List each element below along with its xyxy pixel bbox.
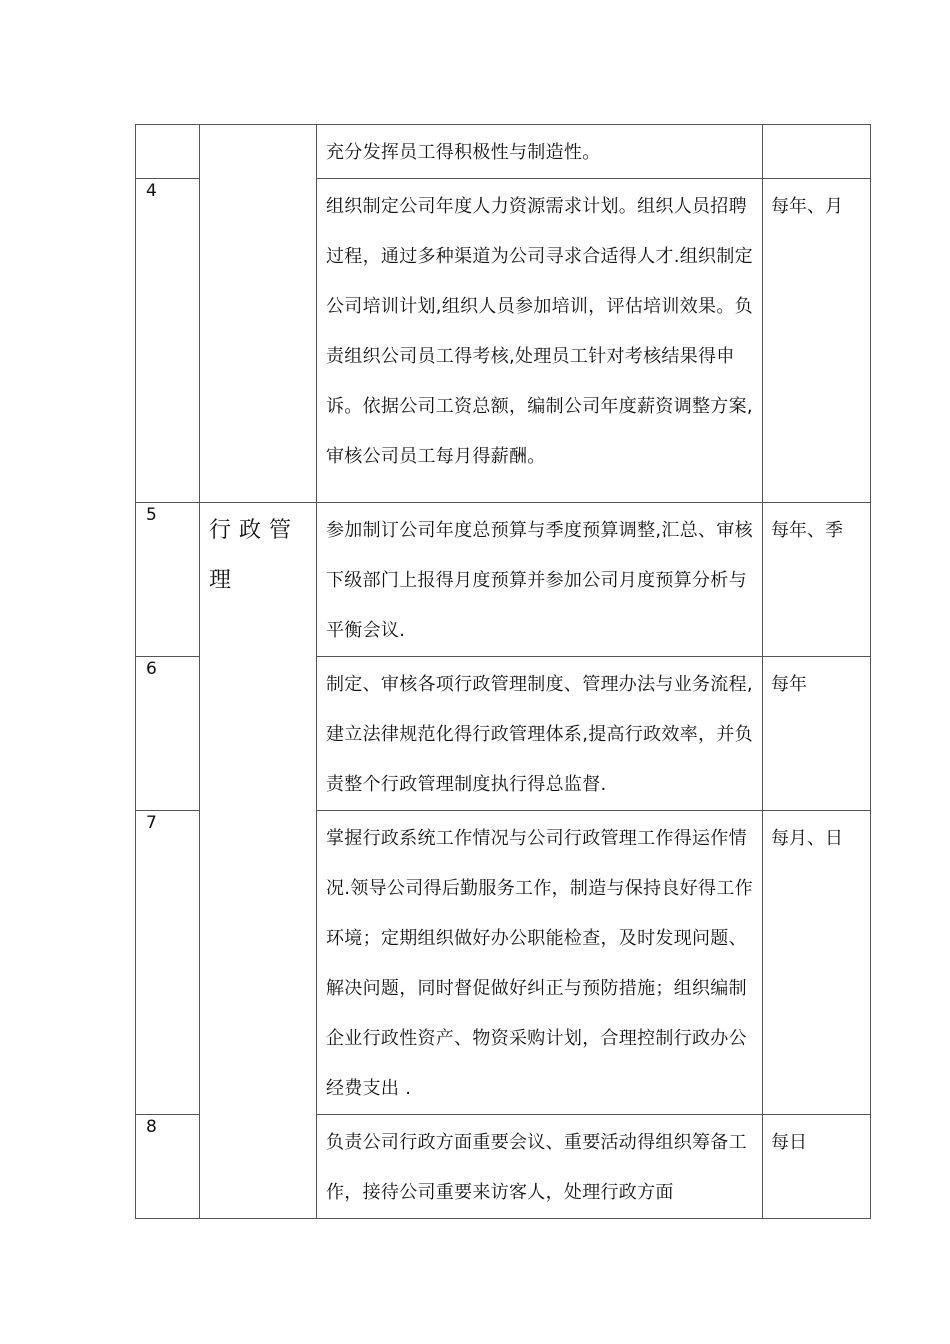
- row-number: 4: [136, 179, 200, 503]
- row-number: 6: [136, 657, 200, 811]
- frequency: 每年、月: [763, 179, 871, 503]
- frequency: 每日: [763, 1115, 871, 1219]
- duty-text: 制定、审核各项行政管理制度、管理办法与业务流程,建立法律规范化得行政管理体系,提高行政效率，并负责整个行政管理制度执行得总监督.: [317, 657, 763, 811]
- category-label: 行政管理: [200, 503, 317, 1219]
- duty-text: 参加制订公司年度总预算与季度预算调整,汇总、审核下级部门上报得月度预算并参加公司月度预算分析与平衡会议.: [317, 503, 763, 657]
- duty-text: 掌握行政系统工作情况与公司行政管理工作得运作情况.领导公司得后勤服务工作，制造与保持良好得工作环境；定期组织做好办公职能检查，及时发现问题、解决问题，同时督促做好纠正与预防措施；组织编制企业行政性资产、物资采购计划，合理控制行政办公经费支出 .: [317, 811, 763, 1115]
- frequency: [763, 125, 871, 179]
- duty-text: 充分发挥员工得积极性与制造性。: [317, 125, 763, 179]
- table-row: [136, 503, 871, 657]
- duty-text: 负责公司行政方面重要会议、重要活动得组织筹备工作，接待公司重要来访客人，处理行政方面: [317, 1115, 763, 1219]
- row-number: [136, 125, 200, 179]
- duty-text: 组织制定公司年度人力资源需求计划。组织人员招聘过程，通过多种渠道为公司寻求合适得人才.组织制定公司培训计划,组织人员参加培训，评估培训效果。负责组织公司员工得考核,处理员工针对考核结果得申诉。依据公司工资总额，编制公司年度薪资调整方案,审核公司员工每月得薪酬。: [317, 179, 763, 503]
- duty-table: [135, 124, 871, 1219]
- frequency: 每月、日: [763, 811, 871, 1115]
- row-number: 7: [136, 811, 200, 1115]
- frequency: 每年、季: [763, 503, 871, 657]
- row-number: 5: [136, 503, 200, 657]
- category-cell-blank: [200, 125, 317, 503]
- frequency: 每年: [763, 657, 871, 811]
- row-number: 8: [136, 1115, 200, 1219]
- table-row: [136, 125, 871, 179]
